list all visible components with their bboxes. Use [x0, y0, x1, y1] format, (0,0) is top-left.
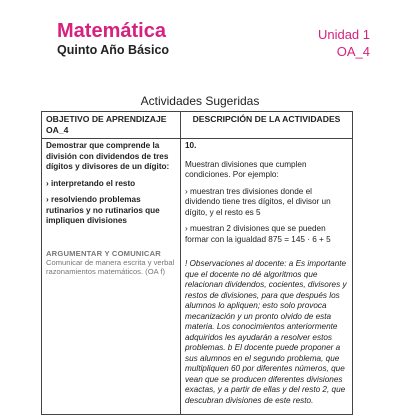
oa-label: OA_4: [336, 44, 370, 59]
objective-text: Demostrar que comprende la división con dividendos de tres dígitos y divisores de un dígito:: [46, 141, 170, 171]
skill-title: ARGUMENTAR Y COMUNICAR: [46, 248, 161, 258]
objective-cell: [42, 139, 181, 415]
subject-title: Matemática: [57, 20, 166, 42]
grade-label: Quinto Año Básico: [57, 43, 170, 57]
activity-item-2: › muestran 2 divisiones que se pueden formar con la igualdad 875 = 145 · 6 + 5: [185, 224, 331, 244]
activity-item-1: › muestran tres divisiones donde el dividendo tiene tres dígitos, el divisor un dígito, y el resto es 5: [185, 186, 331, 217]
objective-bullet-2: › resolviendo problemas rutinarios y no rutinarios que impliquen divisiones: [46, 195, 160, 225]
objective-bullet-1: › interpretando el resto: [46, 178, 136, 188]
teacher-note: ! Observaciones al docente: a Es importante que el docente no dé algoritmos que relacionan dividendos, cocientes, divisores y restos de divisiones, para que después los alumnos lo apliquen; esto solo provoca mecanización y un pronto olvido de esta materia. Los conocimientos anteriormente adquiridos les ayudarán a resolver estos problemas. b El docente puede proponer a sus alumnos en el segundo problema, que multipliquen 60 por diferentes números, que vean que se producen diferentes divisiones exactas, y a partir de ellas y del resto 2, que descubran divisiones de este resto.: [185, 259, 347, 405]
table-row: [42, 139, 353, 415]
description-header: DESCRIPCIÓN DE LA ACTIVIDADES: [181, 112, 353, 139]
activity-intro: Muestran divisiones que cumplen condiciones. Por ejemplo:: [185, 159, 307, 179]
table-header-row: [42, 112, 353, 139]
activities-table: [41, 111, 353, 415]
unit-block: [318, 26, 370, 60]
section-title: Actividades Sugeridas: [140, 94, 260, 108]
description-cell: [181, 139, 353, 415]
skill-description: Comunicar de manera escrita y verbal razonamientos matemáticos. (OA f): [46, 257, 175, 276]
activity-number: 10.: [185, 141, 197, 150]
objective-header: OBJETIVO DE APRENDIZAJE OA_4: [42, 112, 181, 139]
unit-label: Unidad 1: [317, 27, 370, 42]
